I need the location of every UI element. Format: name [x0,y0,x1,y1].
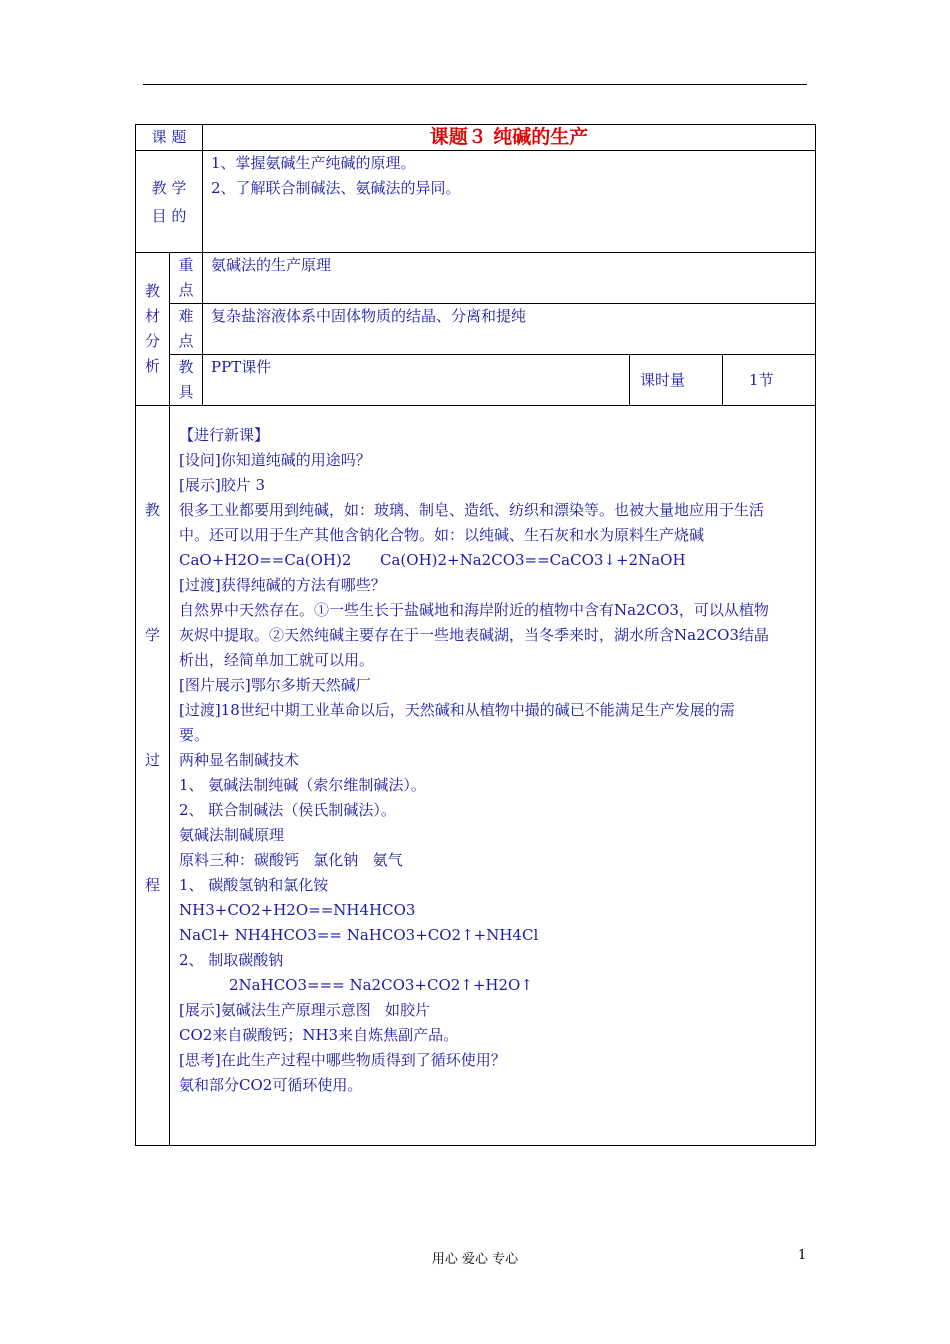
process-line: 原料三种：碳酸钙 氯化钠 氨气 [179,851,403,869]
page-title: 课题３ 纯碱的生产 [203,125,816,151]
process-content [170,406,816,1146]
tools-label [170,355,203,406]
objective-item: 2、了解联合制碱法、氨碱法的异同。 [211,179,461,197]
process-label-char: 学 [144,626,160,644]
analysis-label-char: 析 [144,357,160,375]
process-label [136,406,170,1146]
process-line: 中。还可以用于生产其他含钠化合物。如：以纯碱、生石灰和水为原料生产烧碱 [179,526,705,544]
footer-text: 用心 爱心 专心 [431,1252,519,1267]
difficulty-label [170,304,203,355]
process-line: 很多工业都要用到纯碱，如：玻璃、制皂、造纸、纺织和漂染等。也被大量地应用于生活 [179,501,765,519]
objectives-label [136,151,203,253]
analysis-label [136,253,170,406]
difficulty-row [136,304,816,355]
process-line: 氨和部分CO2可循环使用。 [179,1076,363,1094]
process-line: [展示]氨碱法生产原理示意图 如胶片 [179,1001,431,1019]
process-line: 氨碱法制碱原理 [179,826,285,844]
process-line: 1、 氨碱法制纯碱（索尔维制碱法）。 [179,776,426,794]
lesson-plan-table [135,124,816,1146]
analysis-label-char: 材 [144,307,160,325]
key-label-char: 点 [178,281,194,299]
process-line: 2、 联合制碱法（侯氏制碱法）。 [179,801,396,819]
objectives-content [203,151,816,253]
process-label-char: 教 [144,501,160,519]
difficulty-value: 复杂盐溶液体系中固体物质的结晶、分离和提纯 [203,304,816,355]
topic-label: 课 题 [136,125,203,151]
hours-label: 课时量 [630,355,723,406]
objectives-label-line1: 教 学 [151,178,187,197]
process-line: [图片展示]鄂尔多斯天然碱厂 [179,676,371,694]
process-line: NaCl+ NH4HCO3== NaHCO3+CO2↑+NH4Cl [179,926,539,944]
tools-value: PPT课件 [203,355,630,406]
objectives-label-line2: 目 的 [151,206,187,225]
process-line: NH3+CO2+H2O==NH4HCO3 [179,901,416,919]
hours-value: 1节 [723,355,816,406]
tools-row [136,355,816,406]
key-point-label [170,253,203,304]
key-point-row [136,253,816,304]
objective-item: 1、掌握氨碱生产纯碱的原理。 [211,154,416,172]
process-line: 自然界中天然存在。①一些生长于盐碱地和海岸附近的植物中含有Na2CO3，可以从植物 [179,601,769,619]
process-line: [过渡]获得纯碱的方法有哪些？ [179,576,386,594]
process-line: 2、 制取碳酸钠 [179,951,284,969]
objectives-row [136,151,816,253]
difficulty-label-char: 难 [178,307,194,325]
analysis-label-char: 分 [144,332,160,350]
analysis-label-char: 教 [144,282,160,300]
process-line: 1、 碳酸氢钠和氯化铵 [179,876,329,894]
process-line: 两种显名制碱技术 [179,751,300,769]
key-point-value: 氨碱法的生产原理 [203,253,816,304]
tools-label-char: 教 [178,358,194,376]
process-line: [思考]在此生产过程中哪些物质得到了循环使用？ [179,1051,506,1069]
key-label-char: 重 [178,256,194,274]
process-line: [过渡]18世纪中期工业革命以后，天然碱和从植物中撮的碱已不能满足生产发展的需 [179,701,735,719]
header-rule [143,84,807,85]
process-label-char: 程 [144,876,160,894]
tools-label-char: 具 [178,383,194,401]
topic-row [136,125,816,151]
process-row [136,406,816,1146]
difficulty-label-char: 点 [178,332,194,350]
process-line: 2NaHCO3=== Na2CO3+CO2↑+H2O↑ [229,976,533,994]
process-line: 要。 [179,726,210,744]
process-line: CO2来自碳酸钙；NH3来自炼焦副产品。 [179,1026,459,1044]
process-line: 灰烬中提取。②天然纯碱主要存在于一些地表碱湖，当冬季来时，湖水所含Na2CO3结晶 [179,626,769,644]
process-line: [设问]你知道纯碱的用途吗？ [179,451,371,469]
page-number: 1 [798,1248,807,1263]
process-line: 析出，经简单加工就可以用。 [179,651,375,669]
process-line: 【进行新课】 [179,426,270,444]
process-label-char: 过 [144,751,160,769]
process-line: CaO+H2O==Ca(OH)2 Ca(OH)2+Na2CO3==CaCO3↓+2NaOH [179,551,686,569]
process-line: [展示]胶片 3 [179,476,266,494]
